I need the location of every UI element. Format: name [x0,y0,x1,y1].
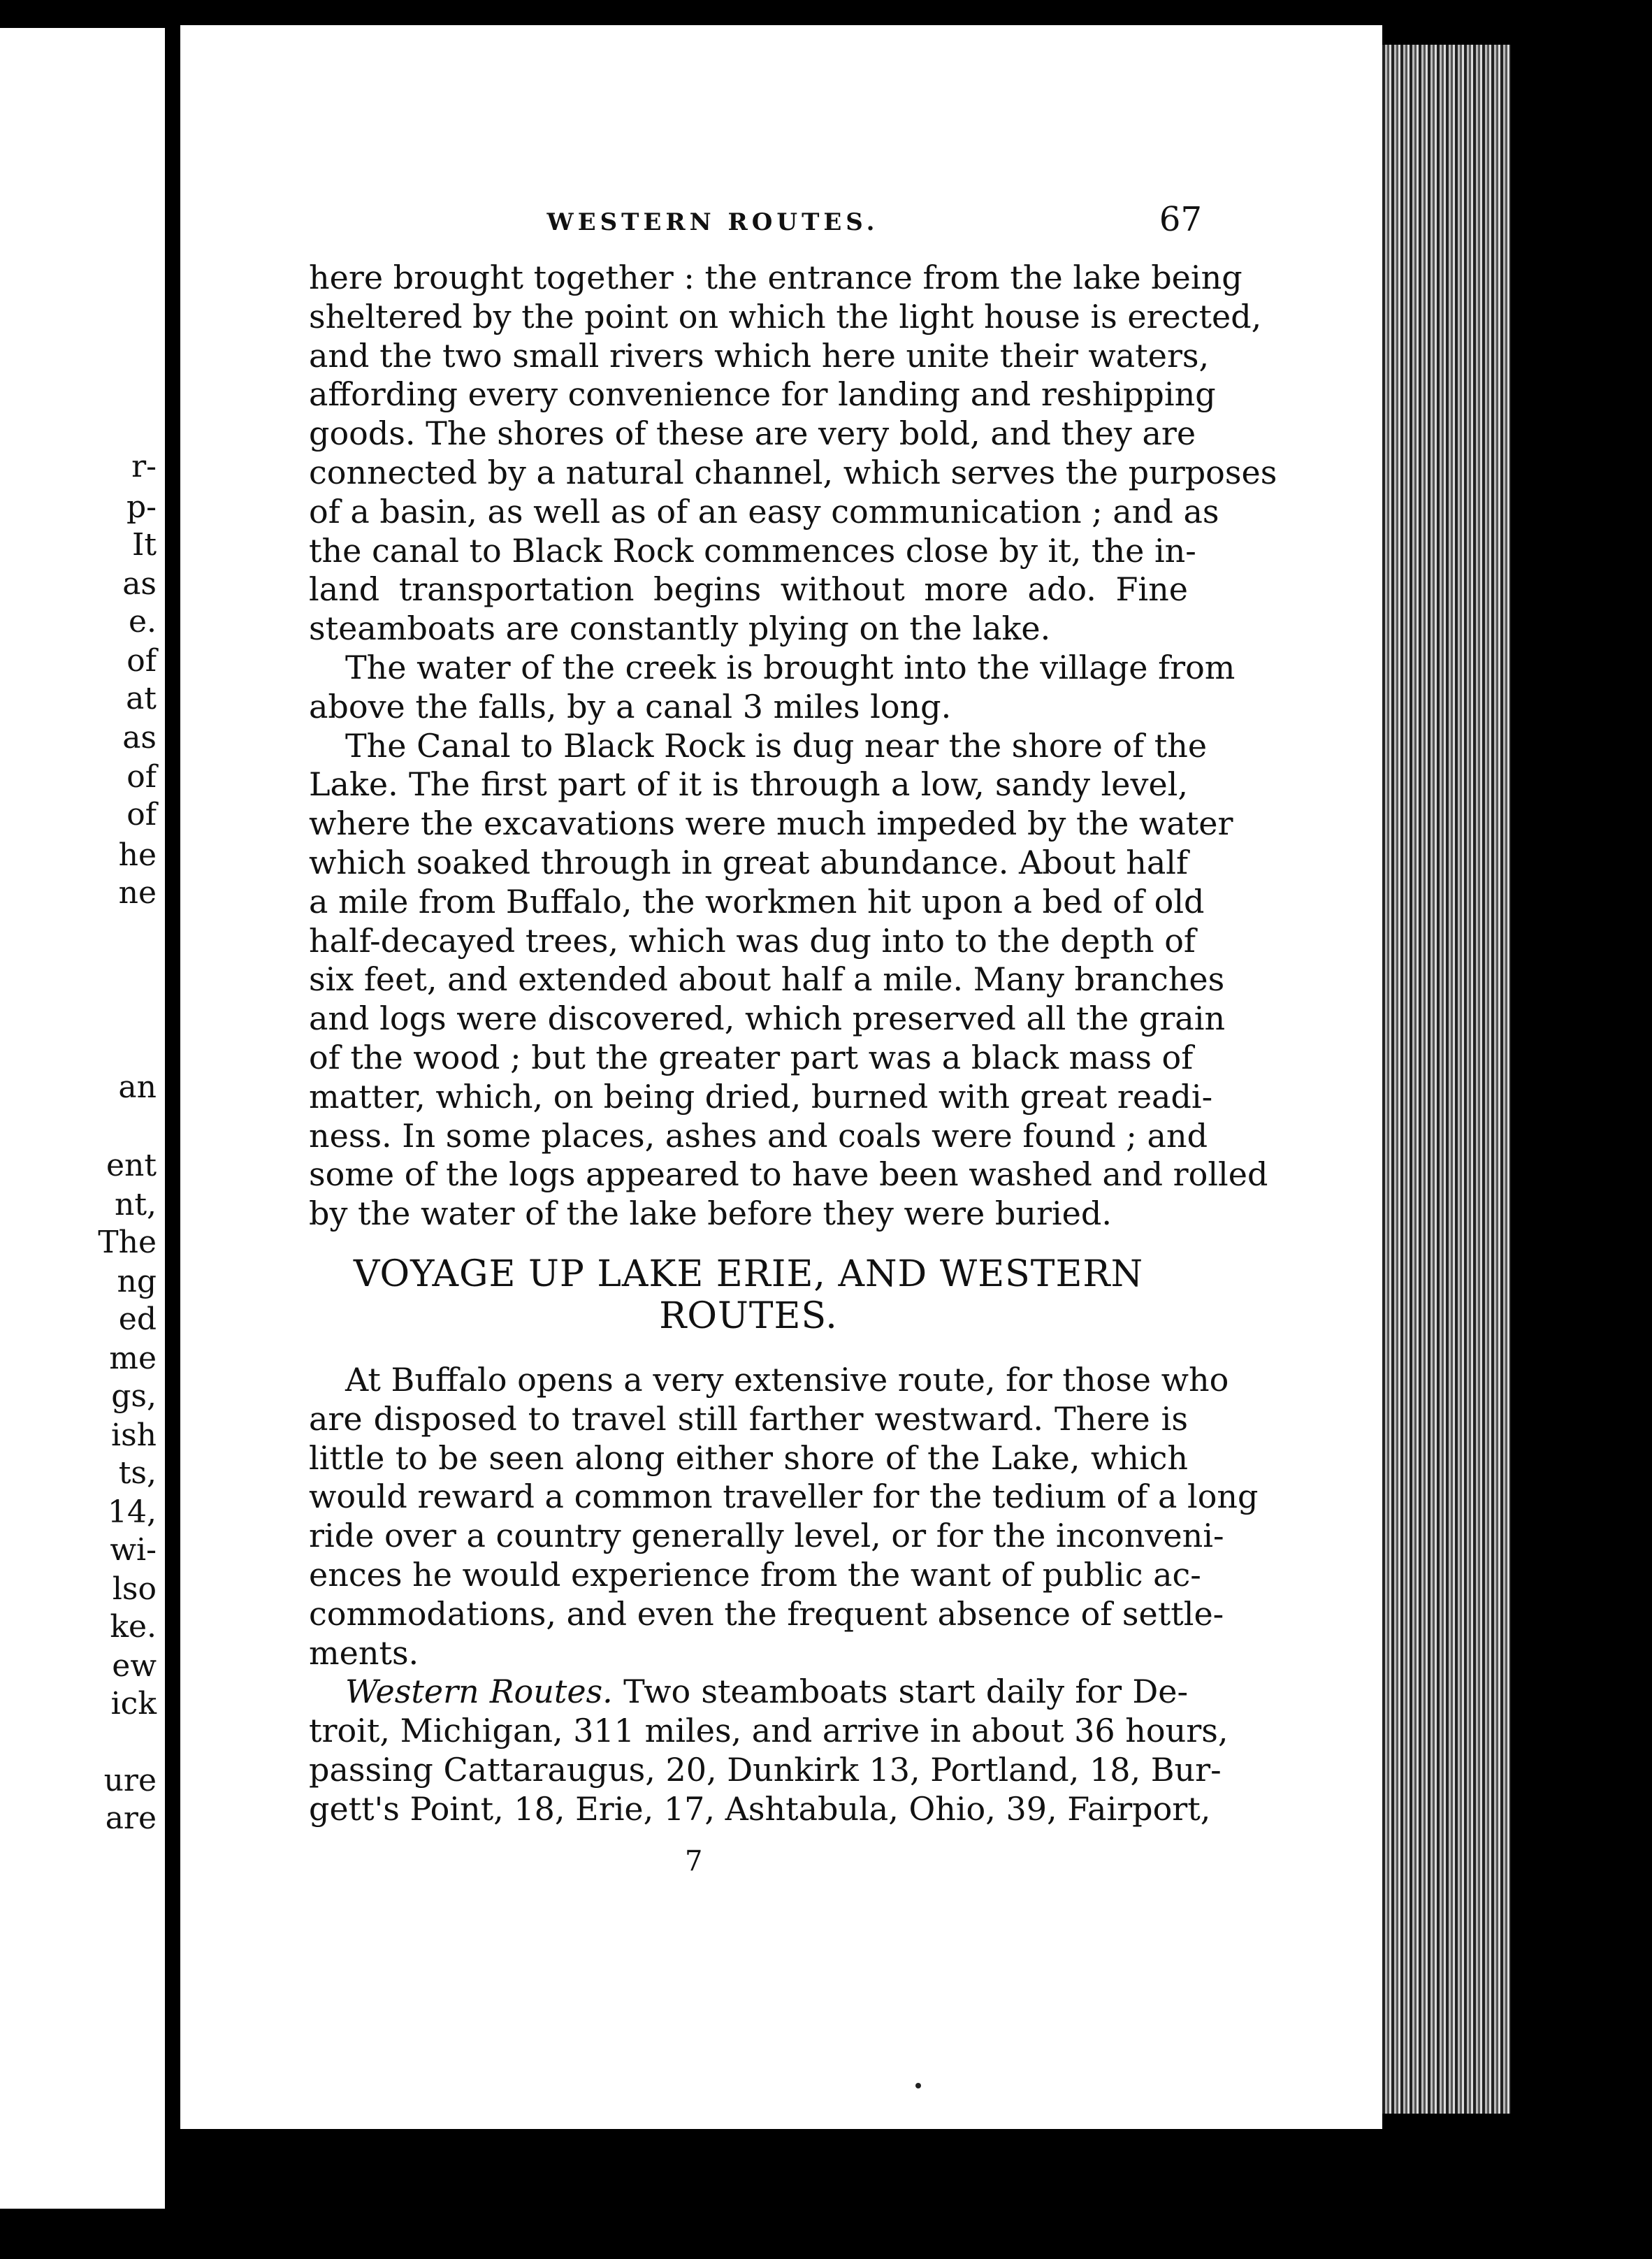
facing-page-text-fragment: 14, [108,1494,157,1530]
text-line: passing Cattaraugus, 20, Dunkirk 13, Portland, 18, Bur- [309,1750,1222,1789]
facing-page-text-fragment: of [126,643,157,679]
page-number: 67 [1159,200,1202,239]
text-line: The Canal to Black Rock is dug near the shore of the [345,726,1208,765]
text-line: here brought together : the entrance from the lake being [309,259,1242,296]
paragraph-3 [309,726,1268,1234]
text-line: little to be seen along either shore of the Lake, which [309,1438,1188,1477]
text-line: sheltered by the point on which the light house is erected, [309,297,1262,335]
text-line: by the water of the lake before they were buried. [309,1195,1112,1233]
text-line: a mile from Buffalo, the workmen hit upon a bed of old [309,882,1205,921]
text-line: above the falls, by a canal 3 miles long. [309,687,952,726]
text-line: affording every convenience for landing and reshipping [309,375,1216,414]
run-in-heading: Western Routes. [345,1673,613,1711]
text-line: half-decayed trees, which was dug into to the depth of [309,921,1196,960]
facing-page-text-fragment: of [126,797,157,832]
facing-page-text-fragment: gs, [111,1378,157,1414]
facing-page-text-fragment: ts, [118,1455,157,1491]
body-text [309,259,1277,1828]
ink-speck [915,2083,921,2088]
facing-page-text-fragment: The [98,1225,157,1260]
facing-page-text-fragment: ick [110,1686,157,1722]
text-line: would reward a common traveller for the tedium of a long [309,1478,1259,1516]
text-line: some of the logs appeared to have been washed and rolled [309,1155,1268,1194]
text-line: gett's Point, 18, Erie, 17, Ashtabula, Ohio, 39, Fairport, [309,1789,1211,1828]
facing-page-left [0,28,165,2209]
facing-page-text-fragment: It [131,527,157,563]
text-line: ments. [309,1633,419,1672]
facing-page-text-fragment: as [122,720,157,756]
facing-page-text-fragment: r- [131,449,157,484]
facing-page-text-fragment: ure [103,1763,157,1798]
text-line: Lake. The first part of it is through a low, sandy level, [309,765,1188,804]
text-line: of a basin, as well as of an easy communication ; and as [309,492,1219,531]
text-line [309,1673,1188,1712]
page-edges [1382,45,1511,2114]
text-line: and logs were discovered, which preserved all the grain [309,999,1226,1038]
text-line-content: Two steamboats start daily for De- [623,1673,1188,1711]
text-line: six feet, and extended about half a mile. Many branches [309,960,1225,999]
facing-page-text-fragment: at [126,681,157,716]
text-line: ences he would experience from the want of public ac- [309,1555,1201,1594]
facing-page-text-fragment: ew [112,1648,157,1684]
facing-page-text-fragment: ne [118,875,157,911]
facing-page-text-fragment: p- [126,489,157,525]
facing-page-text-fragment: an [118,1069,157,1105]
facing-page-text-fragment: wi- [110,1532,157,1568]
running-head: WESTERN ROUTES. [546,208,879,236]
facing-page-text-fragment: ng [117,1264,157,1299]
section-title [309,1253,1188,1337]
facing-page-text-fragment: he [118,837,157,873]
text-line: ness. In some places, ashes and coals were found ; and [309,1116,1208,1155]
text-line: commodations, and even the frequent absence of settle- [309,1594,1224,1633]
text-line: matter, which, on being dried, burned with great readi- [309,1077,1213,1116]
facing-page-text-fragment: ish [111,1417,157,1453]
paragraph-5 [309,1673,1229,1828]
text-line: land transportation begins without more ado. Fine [309,570,1188,609]
paragraph-4 [309,1360,1259,1673]
signature-mark: 7 [685,1845,703,1877]
book-gutter [165,0,180,2259]
text-line: ride over a country generally level, or for the inconveni- [309,1517,1224,1555]
text-line: steamboats are constantly plying on the lake. [309,609,1051,648]
section-title-line-2: ROUTES. [659,1294,838,1337]
facing-page-text-fragment: nt, [114,1187,157,1222]
text-line: of the wood ; but the greater part was a black mass of [309,1038,1194,1076]
paragraph-1 [309,259,1277,649]
facing-page-text-fragment: lso [112,1571,157,1607]
text-line: At Buffalo opens a very extensive route, for those who [345,1360,1229,1399]
text-line: the canal to Black Rock commences close by it, the in- [309,531,1196,570]
paragraph-2 [309,648,1236,727]
facing-page-text-fragment: ke. [110,1609,157,1645]
text-line: which soaked through in great abundance. About half [309,843,1188,881]
facing-page-text-fragment: as [122,566,157,602]
facing-page-text-fragment: of [126,759,157,795]
section-title-line-1: VOYAGE UP LAKE ERIE, AND WESTERN [353,1253,1144,1295]
facing-page-text-fragment: ent [106,1148,157,1183]
facing-page-text-fragment: are [105,1800,157,1836]
text-line: troit, Michigan, 311 miles, and arrive in about 36 hours, [309,1712,1229,1750]
text-line: and the two small rivers which here unite their waters, [309,336,1210,375]
facing-page-text-fragment: me [109,1341,157,1376]
facing-page-text-fragment: e. [128,604,157,640]
text-line: are disposed to travel still farther westward. There is [309,1399,1188,1438]
facing-page-text-fragment: ed [118,1301,157,1337]
text-line: goods. The shores of these are very bold, and they are [309,414,1196,453]
text-line: connected by a natural channel, which serves the purposes [309,453,1277,491]
text-line: The water of the creek is brought into the village from [345,648,1236,686]
text-line: where the excavations were much impeded by the water [309,804,1233,843]
